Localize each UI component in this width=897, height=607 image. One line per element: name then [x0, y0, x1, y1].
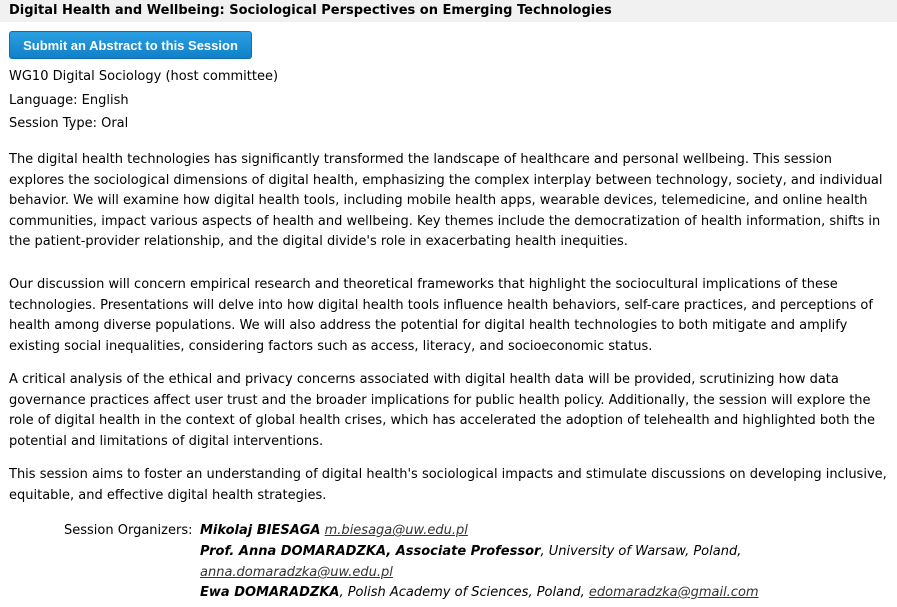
organizer-affiliation: , University of Warsaw, Poland, [540, 544, 742, 559]
description-paragraph-3: A critical analysis of the ethical and privacy concerns associated with digital health data will be provided, scrutinizing how data governance practices affect user trust and the broader implications for public health policy. Additionally, the session will explore the role of digital health in the context of global health crises, which has accelerated the adoption of telehealth and highlighted both the potential and limitations of digital interventions. [9, 372, 875, 449]
organizer-name: Ewa DOMARADZKA [200, 585, 340, 600]
description-paragraph-2: Our discussion will concern empirical research and theoretical frameworks that highlight the sociocultural implications of these technologies. Presentations will delve into how digital health tools influence health behaviors, self-care practices, and perceptions of health among diverse populations. We will also address the potential for digital health technologies to both mitigate and amplify existing social inequalities, considering factors such as access, literacy, and socioeconomic status. [9, 277, 873, 354]
organizer-name: Prof. Anna DOMARADZKA, Associate Professor [200, 544, 541, 559]
host-committee: WG10 Digital Sociology (host committee) [9, 69, 279, 84]
organizer-2 [200, 544, 741, 560]
organizer-email-link[interactable]: edomaradzka@gmail.com [588, 585, 759, 600]
organizer-3 [200, 585, 759, 601]
session-title: Digital Health and Wellbeing: Sociological Perspectives on Emerging Technologies [9, 3, 612, 18]
organizer-2-email [200, 565, 393, 581]
session-organizers-label: Session Organizers: [64, 523, 193, 538]
organizer-1 [200, 523, 468, 539]
description-paragraph-4: This session aims to foster an understanding of digital health's sociological impacts and stimulate discussions on developing inclusive, equitable, and effective digital health strategies. [9, 467, 887, 503]
organizer-email-link[interactable]: m.biesaga@uw.edu.pl [324, 523, 468, 538]
session-type: Session Type: Oral [9, 116, 129, 131]
submit-abstract-button[interactable]: Submit an Abstract to this Session [9, 31, 252, 59]
organizer-email-link[interactable]: anna.domaradzka@uw.edu.pl [200, 565, 393, 580]
session-language: Language: English [9, 93, 129, 108]
organizer-name: Mikolaj BIESAGA [200, 523, 321, 538]
organizer-affiliation: , Polish Academy of Sciences, Poland, [339, 585, 585, 600]
description-paragraph-1: The digital health technologies has significantly transformed the landscape of healthcare and personal wellbeing. This session explores the sociological dimensions of digital health, emphasizing the complex interplay between technology, society, and individual behavior. We will examine how digital health tools, including mobile health apps, wearable devices, telemedicine, and online health communities, impact various aspects of health and wellbeing. Key themes include the democratization of health information, shifts in the patient-provider relationship, and the digital divide's role in exacerbating health inequities. [9, 152, 883, 249]
